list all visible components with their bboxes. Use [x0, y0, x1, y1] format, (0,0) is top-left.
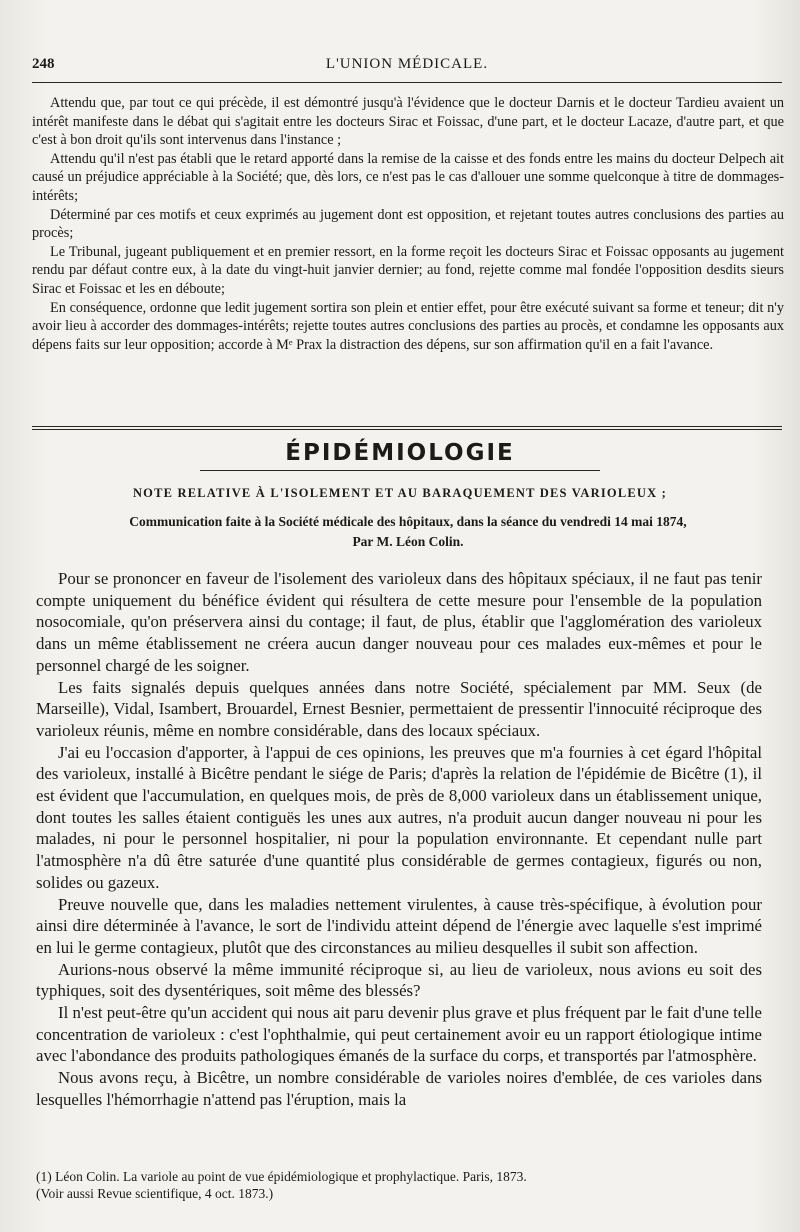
article-paragraph: Nous avons reçu, à Bicêtre, un nombre considérable de varioles noires d'emblée, de ces varioles dans lesquelles l'hémorrhagie n'attend pas l'éruption, mais la [36, 1068, 762, 1109]
judgment-text [32, 94, 784, 354]
article-paragraph: Il n'est peut-être qu'un accident qui nous ait paru devenir plus grave et plus fréquent par le fait d'une telle concentration de varioleux : c'est l'ophthalmie, qui peut certainement avoir eu un rapport étiologique intime avec l'abondance des produits pathologiques émanés de la surface du corps, et transportés par l'atmosphère. [36, 1003, 762, 1066]
section-rule-bottom [32, 429, 782, 430]
judgment-paragraph: Attendu que, par tout ce qui précède, il est démontré jusqu'à l'évidence que le docteur Darnis et le docteur Tardieu avaient un intérêt manifeste dans le débat qui s'agitait entre les docteurs Sirac et Foissac, d'une part, et le docteur Lacaze, d'autre part, et que c'est à bon droit qu'ils sont intervenus dans l'instance ; [32, 95, 784, 149]
article-paragraph: Pour se prononcer en faveur de l'isolement des varioleux dans des hôpitaux spéciaux, il ne faut pas tenir compte uniquement du bénéfice évident qui résultera de cette mesure pour l'ensemble de la population nosocomiale, qu'on préservera ainsi du contage; il faut, de plus, établir que l'agglomération des varioleux dans un même établissement ne créera aucun danger nouveau pour ces malades eux-mêmes et pour le personnel chargé de les soigner. [36, 569, 762, 675]
article-body [36, 568, 762, 1111]
communication-line [32, 512, 784, 552]
footnote-line: (1) Léon Colin. La variole au point de vue épidémiologique et prophylactique. Paris, 1873. [36, 1169, 527, 1184]
page-header [32, 56, 782, 80]
judgment-paragraph: Attendu qu'il n'est pas établi que le retard apporté dans la remise de la caisse et des fonds entre les mains du docteur Delpech ait causé un préjudice appréciable à la Société; que, dès lors, ce n'est pas le cas d'allouer une somme quelconque à titre de dommages-intérêts; [32, 150, 784, 204]
title-rule [200, 470, 600, 471]
author-line: Par M. Léon Colin. [352, 534, 464, 549]
running-title: L'UNION MÉDICALE. [325, 56, 489, 72]
communication-text: Communication faite à la Société médicale des hôpitaux, dans la séance du vendredi 14 mai 1874, [129, 514, 687, 529]
judgment-paragraph: Déterminé par ces motifs et ceux exprimés au jugement dont est opposition, et rejetant toutes autres conclusions des parties au procès; [32, 206, 784, 242]
footnote [36, 1168, 762, 1202]
judgment-paragraph: Le Tribunal, jugeant publiquement et en premier ressort, en la forme reçoit les docteurs Sirac et Foissac opposants au jugement rendu par défaut contre eux, à la date du vingt-huit janvier dernier; au fond, rejette comme mal fondée l'opposition desdits sieurs Sirac et Foissac et les en déboute; [32, 243, 784, 297]
section-title: ÉPIDÉMIOLOGIE [285, 440, 515, 466]
article-paragraph: Les faits signalés depuis quelques années dans notre Société, spécialement par MM. Seux (de Marseille), Vidal, Isambert, Brouardel, Ernest Besnier, permettaient de pressentir l'innocuité réciproque des varioleux réunis, même en nombre considérable, dans des locaux spéciaux. [36, 677, 762, 740]
footnote-line: (Voir aussi Revue scientifique, 4 oct. 1873.) [36, 1186, 274, 1201]
page-number: 248 [32, 56, 55, 72]
article-paragraph: Aurions-nous observé la même immunité réciproque si, au lieu de varioleux, nous avions eu soit des typhiques, soit des dysentériques, soit même des blessés? [36, 959, 762, 1001]
header-rule [32, 82, 782, 83]
article-paragraph: J'ai eu l'occasion d'apporter, à l'appui de ces opinions, les preuves que m'a fournies à cet égard l'hôpital des varioleux, installé à Bicêtre pendant le siége de Paris; d'après la relation de l'épidémie de Bicêtre (1), il est évident que l'accumulation, en quelques mois, de près de 8,000 varioleux dans un établissement unique, dont toutes les salles étaient contiguës les unes aux autres, n'a produit aucun danger nouveau ni pour les malades, ni pour le personnel hospitalier, ni pour la population environnante. Et cependant nulle part l'atmosphère n'a dû être saturée d'une quantité plus considérable de germes contagieux, figurés ou non, solides ou gazeux. [36, 742, 762, 892]
note-title: NOTE RELATIVE À L'ISOLEMENT ET AU BARAQUEMENT DES VARIOLEUX ; [132, 486, 668, 500]
judgment-paragraph: En conséquence, ordonne que ledit jugement sortira son plein et entier effet, pour être exécuté suivant sa forme et teneur; dit n'y avoir lieu à accorder des dommages-intérêts; rejette toutes autres conclusions des parties au procès, et condamne les opposants aux dépens faits sur leur opposition; accorde à Mᵉ Prax la distraction des dépens, sur son affirmation qu'il en a fait l'avance. [32, 299, 784, 353]
section-rule-top [32, 426, 782, 427]
article-paragraph: Preuve nouvelle que, dans les maladies nettement virulentes, à cause très-spécifique, à évolution pour ainsi dire déterminée à l'avance, le sort de l'individu atteint dépend de l'énergie avec laquelle s'est imprimé en lui le germe contagieux, plutôt que des circonstances au milieu desquelles il subit son affection. [36, 894, 762, 957]
